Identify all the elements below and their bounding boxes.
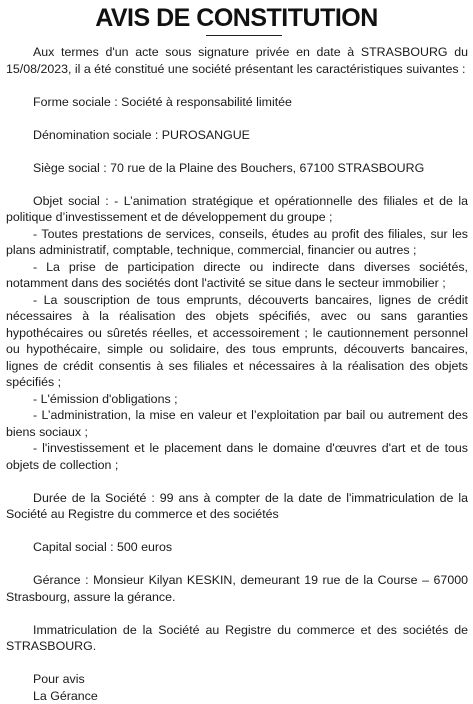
objet-social-item: - L'émission d'obligations ;	[6, 391, 468, 408]
denomination-sociale: Dénomination sociale : PUROSANGUE	[6, 127, 468, 144]
objet-social-item: - Toutes prestations de services, conseils, études au profit des filiales, sur les plans administratif, comptable, technique, commercial, financier ou autres ;	[6, 226, 468, 259]
notice-title: AVIS DE CONSTITUTION	[0, 4, 473, 33]
objet-social-item: Objet social : - L’animation stratégique et opérationnelle des filiales et de la politique d’investissement et de développement du groupe ;	[6, 193, 468, 226]
siege-social: Siège social : 70 rue de la Plaine des Bouchers, 67100 STRASBOURG	[6, 160, 468, 177]
objet-social-item: - L’administration, la mise en valeur et l’exploitation par bail ou autrement des biens sociaux ;	[6, 407, 468, 440]
forme-sociale: Forme sociale : Société à responsabilité limitée	[6, 94, 468, 111]
closing-pour-avis: Pour avis	[6, 671, 468, 688]
objet-social-item: - La prise de participation directe ou indirecte dans diverses sociétés, notamment dans des sociétés dont l'activité se situe dans le secteur immobilier ;	[6, 259, 468, 292]
duree-societe: Durée de la Société : 99 ans à compter de la date de l'immatriculation de la Société au Registre du commerce et des sociétés	[6, 490, 468, 523]
objet-social-item: - La souscription de tous emprunts, découverts bancaires, lignes de crédit nécessaires à la réalisation des objets spécifiés, avec ou sans garanties hypothécaires ou sûretés réelles, et accessoirement ; le cautionnement personnel ou hypothécaire, simple ou solidaire, des tous emprunts, découverts bancaires, lignes de crédit consentis à ses filiales et nécessaires à la réalisation des objets spécifiés ;	[6, 292, 468, 391]
capital-social: Capital social : 500 euros	[6, 539, 468, 556]
notice-body	[6, 44, 468, 704]
title-underline	[206, 35, 282, 36]
gerance: Gérance : Monsieur Kilyan KESKIN, demeurant 19 rue de la Course – 67000 Strasbourg, assure la gérance.	[6, 572, 468, 605]
immatriculation: Immatriculation de la Société au Registre du commerce et des sociétés de STRASBOURG.	[6, 622, 468, 655]
intro-paragraph: Aux termes d'un acte sous signature privée en date à STRASBOURG du 15/08/2023, il a été constitué une société présentant les caractéristiques suivantes :	[6, 44, 468, 77]
closing-signature: La Gérance	[6, 688, 468, 704]
objet-social-item: - l'investissement et le placement dans le domaine d'œuvres d'art et de tous objets de collection ;	[6, 440, 468, 473]
